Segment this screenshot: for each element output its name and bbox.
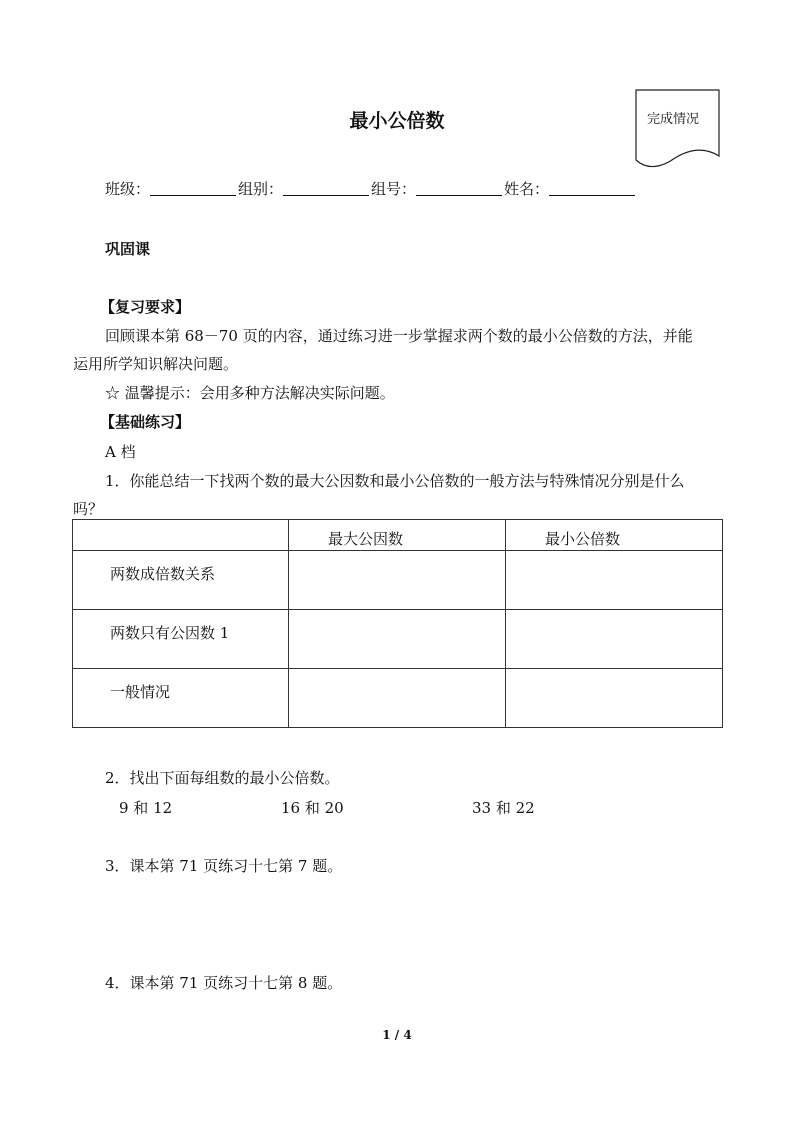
table-cell[interactable] — [289, 669, 506, 728]
table-cell[interactable] — [289, 610, 506, 669]
table-row-label: 两数成倍数关系 — [73, 551, 289, 610]
table-row — [73, 551, 723, 610]
table-cell[interactable] — [506, 669, 723, 728]
group-label: 组别： — [238, 180, 284, 198]
summary-table — [72, 519, 723, 728]
page-number: 1 / 4 — [382, 1028, 412, 1042]
table-row-label: 一般情况 — [73, 669, 289, 728]
number-label: 组号： — [371, 180, 417, 198]
review-line-2: 运用所学知识解决问题。 — [73, 355, 239, 373]
question-2-item: 16 和 20 — [281, 799, 344, 817]
question-2-item: 33 和 22 — [472, 799, 535, 817]
table-header-cell — [73, 520, 289, 551]
practice-level: A 档 — [105, 443, 136, 461]
number-blank[interactable] — [416, 181, 502, 196]
table-cell[interactable] — [289, 551, 506, 610]
question-3: 3．课本第 71 页练习十七第 7 题。 — [105, 857, 343, 875]
table-cell[interactable] — [506, 551, 723, 610]
table-header-cell: 最大公因数 — [289, 520, 506, 551]
table-row-label: 两数只有公因数 1 — [73, 610, 289, 669]
table-cell[interactable] — [506, 610, 723, 669]
class-label: 班级： — [105, 180, 151, 198]
review-tip: ☆ 温馨提示：会用多种方法解决实际问题。 — [105, 384, 395, 402]
scroll-shape-icon — [633, 88, 723, 172]
table-row — [73, 669, 723, 728]
table-header-cell: 最小公倍数 — [506, 520, 723, 551]
badge-label: 完成情况 — [646, 112, 699, 127]
question-1-line-1: 1．你能总结一下找两个数的最大公因数和最小公倍数的一般方法与特殊情况分别是什么 — [105, 472, 685, 490]
question-2: 2．找出下面每组数的最小公倍数。 — [105, 769, 340, 787]
review-line-1: 回顾课本第 68－70 页的内容，通过练习进一步掌握求两个数的最小公倍数的方法，并能 — [105, 327, 693, 345]
table-row — [73, 610, 723, 669]
class-blank[interactable] — [150, 181, 236, 196]
question-1-line-2: 吗？ — [73, 500, 104, 518]
group-blank[interactable] — [283, 181, 369, 196]
name-label: 姓名： — [504, 180, 550, 198]
question-4: 4．课本第 71 页练习十七第 8 题。 — [105, 974, 343, 992]
student-info-line — [105, 178, 637, 199]
question-2-item: 9 和 12 — [119, 799, 173, 817]
lesson-type: 巩固课 — [105, 240, 151, 258]
table-header-row — [73, 520, 723, 551]
page-title: 最小公倍数 — [349, 110, 445, 132]
completion-badge — [633, 88, 723, 172]
practice-heading: 【基础练习】 — [100, 413, 191, 431]
review-heading: 【复习要求】 — [100, 298, 191, 316]
name-blank[interactable] — [549, 181, 635, 196]
